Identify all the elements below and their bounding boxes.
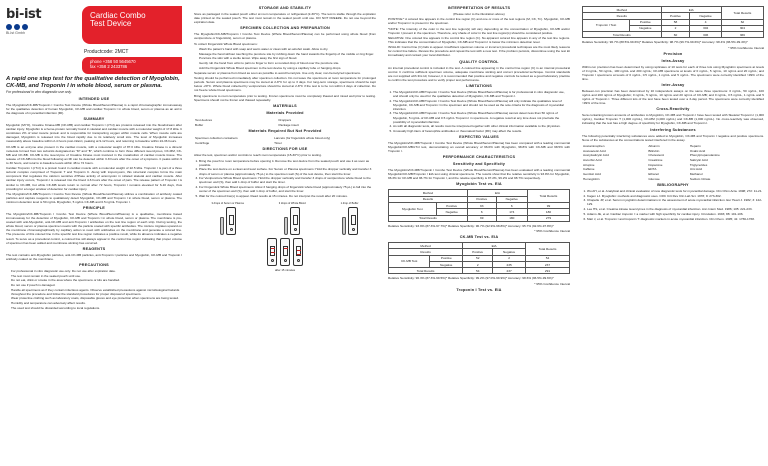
summary-text-3: Cardiac Troponin I (cTnI) is a protein found in cardiac muscle with a molecular weight of 22.5 kDa. Troponin I is part of a three subunit complex comprised of Troponin T and Troponin C. Along with tropomyosin, this structural complex forms the main component that regulates the calcium sensitive ATPase activity of actomyosin in striated skeletal and cardiac muscle. After cardiac injury occurs, Troponin I is released into the blood 4-6 hours after the onset of pain. The release pattern of Troponin I is similar to CK-MB, but while CK-MB levels return to normal after 72 hours, Troponin I remains elevated for 6-10 days, thus providing for a longer window of detection for cardiac injury. (6, 166, 182, 191)
list-item: • Wear protective clothing such as laboratory coats, disposable gloves and eye protection when specimens are being tested. (11, 296, 182, 300)
table-header: Positive (467, 196, 496, 202)
substance: Hemoglobin (583, 176, 600, 181)
fax: fax +358 2 2433786 (90, 64, 128, 70)
bibliography-title: BIBLIOGRAPHY (657, 183, 689, 188)
table-cell: 237 (526, 261, 570, 267)
material-item: Lancets (for fingerstick whole blood only) (274, 136, 331, 141)
summary-text-2: CK-MB is an enzyme also present in the cardiac muscle, with a molecular weight of 87.0 kDa. Creatine Kinase is a dimeric molecule formed from two subunits designated as "M" and "B", which combine to form three different isoenzymes, CK-MM, CK-MB and CK-BB. CK-MB is the isoenzyme of Creatine Kinase most involved in the metabolism of cardiac muscle tissue. The release of CK-MB into the blood following an MI can be detected within 3-8 hours after the onset of symptoms. It peaks within 9 to 30 hours, and returns to baseline levels within 48 to 72 hours. (6, 144, 182, 165)
substance: Gentisic Acid (583, 172, 601, 177)
list-item: • Do not eat, drink or smoke in the area where the specimens or kits are handled. (11, 278, 182, 282)
reagents-title: REAGENTS (82, 246, 106, 251)
figure-label: 3 drops of Whole Blood (278, 202, 306, 206)
summary-text-4: The Myoglobin/CK-MB/Troponin I Combo Test Device (Whole Blood/Serum/Plasma) utilizes a combination of antibody coated particles and capture reagents to qualitatively detect Myoglobin, CK-MB and Troponin I in whole blood, serum or plasma. The minimum detection level is 50 ng/mL Myoglobin, 5 ng/mL CK-MB and 0.5 ng/mL Troponin I. (6, 191, 182, 204)
banner-title-line2: Test Device (90, 19, 132, 29)
list-item: • The used test should be discarded according to local regulations. (11, 306, 182, 310)
table-header: Positive (463, 249, 493, 255)
material-item: Centrifuge (195, 141, 210, 146)
list-item: 5. Adams JE, et al. Cardiac troponin I: a marker with high specificity for cardiac injury. Circulation. 1993; 88: 101-106. (587, 212, 764, 216)
substance: Sodium Citrate (689, 176, 711, 181)
interpretation-title: INTERPRETATION OF RESULTS (447, 6, 511, 10)
result-cassette-icon (293, 238, 303, 266)
headline: A rapid one step test for the qualitative detection of Myoglobin, CK-MB, and Troponin I in whole blood, serum or plasma. (6, 76, 180, 89)
figure-serum (211, 202, 243, 234)
materials-provided-table (194, 118, 376, 127)
result-cassette-icon (267, 238, 277, 266)
ci-note: * 95% Confidence Interval (534, 229, 570, 234)
table-header: Negative (493, 249, 526, 255)
table-row (389, 268, 570, 274)
intra-text: Within-run precision has been determined by using replicates of 10 tests for each of three lots using Myoglobin specimens at levels of 0 ng/mL, 50 ng/mL, 100 ng/mL and 200 ng/mL; CK-MB specimens at levels of 0 ng/mL, 5 ng/mL, 10 ng/mL and 20 ng/mL; and Troponin I specimens at levels of 0 ng/mL, 0.5 ng/mL, 1 ng/mL and 5 ng/mL. The specimens were correctly identified >99% of the time. (582, 64, 764, 81)
list-item: 2. The Myoglobin/CK-MB/Troponin I Combo Test Device (Whole Blood/Serum/Plasma) will only indicate the qualitative level of Myoglobin, CK-MB and Troponin I in the specimen and should not be used as the sole criteria for the diagnosis of myocardial infarction. (393, 99, 570, 111)
material-item: Test devices (195, 118, 213, 123)
table-header: EIA (463, 243, 526, 249)
table-cell: 304 (721, 25, 763, 31)
table-cell: 60 (661, 32, 690, 38)
table-header: Results (389, 196, 468, 202)
material-item: Package insert (278, 122, 299, 127)
collection-text-3: Separate serum or plasma from blood as soon as possible to avoid hemolysis. Use only clear, non-hemolyzed specimens. (194, 70, 361, 75)
table-cell: 54 (463, 268, 493, 274)
timer-label: after 15 minutes (274, 267, 296, 272)
performance-title: PERFORMANCE CHARACTERISTICS (442, 155, 516, 160)
table-cell: Positive (436, 203, 467, 209)
banner-title-line1: Cardiac Combo (90, 11, 146, 20)
storage-title: STORAGE AND STABILITY (258, 6, 312, 10)
table-header: Total Results (526, 243, 570, 256)
table-cell: 58 (661, 19, 690, 25)
table-header: Positive (661, 13, 690, 19)
table-cell: Myoglobin Test (389, 203, 437, 216)
table-header: Total Results (527, 190, 569, 203)
substance: Dopamine (648, 162, 663, 167)
list-item: • Massage the hand without touching the puncture site by rubbing down the hand towards the fingertip of the middle or ring finger. (199, 52, 376, 56)
table-cell: 6 (467, 209, 496, 215)
figure-label: 1 drop of Buffer (340, 202, 359, 206)
intra-title: Intra-Assay (661, 58, 685, 63)
table-header: Results (583, 13, 662, 19)
ci-note: * 95% Confidence Interval (534, 281, 570, 286)
list-item: 4. Lee HS, et al. Creatine kinase isoenzymes in the diagnosis of myocardial infarction. Ann Intern Med. 1986; 105: 221-233. (587, 207, 764, 211)
table-header: Total Results (721, 7, 763, 20)
figure-buffer (341, 202, 359, 234)
table-cell: Positive (430, 255, 463, 261)
intended-use-text: The Myoglobin/CK-MB/Troponin I Combo Test Device (Whole Blood/Serum/Plasma) is a rapid chromatographic immunoassay for the qualitative detection of human Myoglobin, CK-MB and cardiac Troponin I in whole blood, serum or plasma as an aid in the diagnosis of myocardial infarction (MI). (6, 102, 182, 115)
ckmb-table (388, 242, 570, 274)
list-item: • For professional in vitro diagnostic use only. Do not use after expiration date. (11, 269, 182, 273)
column-1 (6, 4, 182, 462)
list-item: • Handle all specimens as if they contain infectious agents. Observe established precautions against microbiological hazards throughout the procedure and follow the standard procedures for proper disposal of specimens. (11, 288, 182, 296)
directions-title: DIRECTIONS FOR USE (262, 147, 308, 152)
substance: Phenylpropanolamine (689, 153, 720, 158)
logo-dots-icon (6, 24, 76, 30)
substance: Triglycerides (689, 162, 708, 167)
substance: Uric Acid (689, 167, 703, 172)
positive-text: POSITIVE:* A colored line appears in the control line region (C) and one or more of the test regions (M, CK, Tn). Myoglobin, CK-MB and/or Troponin I is present in the specimen. (388, 17, 570, 26)
negative-text: NEGATIVE: One colored line appears in the control line region (C). No apparent colored line appears in any of the test line regions. This indicates that the concentration of Myoglobin, CK-MB and Troponin I is below the minimum detection level. (388, 35, 570, 45)
list-item: 1. Wu AH, et al. Analytical and clinical evaluation of new diagnostic tests for myocardial damage. Clin Chim Acta. 1998; 272: 11-21. (587, 189, 764, 193)
list-item: 4. As with all diagnostic tests, all results must be interpreted together with other clinical information available to the physician. (393, 124, 570, 128)
result-cassette-icon (280, 238, 290, 266)
substance: Ascorbic Acid (583, 158, 602, 162)
table-cell: 54 (526, 255, 570, 261)
table-cell: Positive (630, 19, 661, 25)
table-cell: Troponin I Test (583, 19, 630, 32)
substance: Heparin (689, 143, 701, 148)
logo-sub: Bi-Ist Gmbh (6, 31, 25, 36)
list-item: 6. Mair J, et al. Troponin I and troponin T: diagnostic markers in acute myocardial infarction. Clin Chem. 1995; 41: 1766-1768. (587, 217, 764, 221)
inter-text: Between-run precision has been determined by 10 independent assays on the same three specimens: 0 ng/mL, 50 ng/mL, 100 ng/mL and 200 ng/mL of Myoglobin; 0 ng/mL, 5 ng/mL, 10 ng/mL and 20 ng/mL of CK-MB; and 0 ng/mL, 0.5 ng/mL, 1 ng/mL and 5 ng/mL of Troponin I. Three different lots of the test have been tested over a 3-day period. The specimens were correctly identified >99% of the time. (582, 88, 764, 106)
table-cell: 62 (721, 19, 763, 25)
table-cell: Total Results (389, 268, 463, 274)
subhead: For professional in vitro diagnostic use only. (6, 90, 72, 95)
table-cell: 235 (493, 261, 526, 267)
column-2 (194, 4, 376, 462)
list-item: 1. The Myoglobin/CK-MB/Troponin I Combo Test Device (Whole Blood/Serum/Plasma) is for professional in vitro diagnostic use, and should only be used for the qualitative detection of Myoglobin, CK-MB and Troponin I. (393, 90, 570, 98)
principle-text: The Myoglobin/CK-MB/Troponin I Combo Test Device (Whole Blood/Serum/Plasma) is a qualitative, membrane based immunoassay for the detection of Myoglobin, CK-MB and Troponin I in whole blood, serum or plasma. The membrane is pre-coated with anti-Myoglobin, anti-CK-MB and anti-Troponin I antibodies on the test line region of each strip. During testing, the whole blood, serum or plasma specimen reacts with the particle coated with specific antibodies. The mixture migrates upward on the membrane chromatographically by capillary action to react with antibodies on the membrane and generate a colored line. The presence of this colored line in the specific test line region indicates a positive result, while its absence indicates a negative result. To serve as a procedural control, a colored line will always appear in the control line region indicating that proper volume of specimen has been added and membrane wicking has occurred. (6, 212, 182, 245)
expected-title: EXPECTED VALUES (459, 135, 499, 139)
summary-title: SUMMARY (83, 117, 105, 122)
table-cell: Negative (436, 209, 467, 215)
fingerstick-list (199, 47, 376, 70)
table-cell: Total Results (389, 215, 468, 221)
substance: Oxalic Acid (689, 148, 706, 153)
directions-intro: Allow the test, specimen and/or controls to reach room temperature (15-30°C) prior to testing. (194, 153, 322, 158)
cross-title: Cross-Reactivity (656, 107, 690, 112)
invalid-text: INVALID: Control line (C) fails to appear. Insufficient specimen volume or incorrect procedural techniques are the most likely reasons for control line failure. Review the procedure and repeat the test with a new test. If the problem persists, discontinue using the test kit immediately and contact your local distributor. (388, 45, 570, 58)
list-item: 3. The Myoglobin/CK-MB/Troponin I Combo Test Device (Whole Blood/Serum/Plasma) cannot detect less than 50 ng/mL of Myoglobin, 5 ng/mL of CK-MB and 0.5 ng/mL Troponin I in specimens. A negative result at any time does not preclude the possibility of myocardial infarction. (393, 111, 570, 123)
substance: Acetaminophen (583, 143, 605, 148)
substance: Ethanol (648, 172, 659, 177)
product-code: Productcode: 2MCT (84, 49, 129, 55)
figure-label: 3 drops of Serum or Plasma (211, 202, 244, 206)
substance: Glucose (648, 176, 660, 181)
table-cell: 180 (496, 215, 527, 221)
column-4 (582, 4, 764, 462)
materials-title: MATERIALS (273, 103, 297, 108)
table-header: Method (389, 243, 463, 249)
ck-table-title: CK-MB Test vs. EIA (459, 235, 499, 240)
collection-text-5: Bring specimens to room temperature prior to testing. Frozen specimens must be completely thawed and mixed well prior to testing. Specimens should not be frozen and thawed repeatedly. (194, 93, 376, 102)
table-cell: Negative (430, 261, 463, 267)
interpretation-subtitle: (Please refer to the illustration above) (453, 12, 505, 16)
material-item: Buffer (195, 122, 204, 127)
list-item: 4. For Fingerstick Whole Blood specimens: Allow 3 hanging drops of fingerstick whole blood (approximately 75 µL) to fall into the center of the specimen well (S), then add 1 drop of buffer, and start the timer. (199, 185, 376, 193)
list-item: 5. Wait for the colored line(s) to appear. Read results at 15 minutes. Do not interpret the result after 20 minutes. (199, 194, 376, 198)
qc-text: An internal procedural control is included in the test. A colored line appearing in the control line region (C) is an internal procedural control. It confirms sufficient specimen volume, adequate membrane wicking and correct procedural technique. Control standards are not supplied with this kit; however, it is recommended that positive and negative controls be tested as a good laboratory practice to confirm the test procedure and to verify proper test performance. (388, 65, 570, 82)
principle-title: PRINCIPLE (82, 206, 106, 211)
list-item: • Add the Fingerstick Whole Blood specimen to the test device by using a capillary tube or hanging drops. (199, 66, 376, 70)
limitations-list (393, 90, 570, 133)
table-cell: 237 (493, 268, 526, 274)
substance: Salicylic Acid (689, 158, 708, 162)
table-cell: 2 (463, 261, 493, 267)
table-cell: 2 (493, 255, 526, 261)
logo-name: bi-ist (6, 7, 42, 22)
table-cell: 366 (721, 32, 763, 38)
substance: Acetoacetic Acid (583, 148, 606, 153)
limitations-title: LIMITATIONS (466, 83, 492, 88)
procedure-figure (194, 201, 376, 235)
list-item: • Do not use if pouch is damaged. (11, 283, 182, 287)
table-header: Results (389, 249, 463, 255)
list-item: 5. Unusually high titers of heterophile antibodies or rheumatoid factor (RF) may affect the results. (393, 129, 570, 133)
material-item: Specimen collection containers (195, 136, 238, 141)
substance: Creatinine (648, 158, 663, 162)
list-item: • Humidity and temperature can adversely affect results. (11, 301, 182, 305)
table-cell: 306 (690, 32, 721, 38)
list-item: 3. For Venipuncture Whole Blood specimens: Hold the dropper vertically and transfer 3 drops of venipuncture whole blood to the specimen well (S), then add 1 drop of buffer and start the timer. (199, 176, 376, 184)
list-item: 2. Kagen LJ. Myoglobin: methods and diagnostic uses. CRC Crit Rev Clin Lab Sci. 1978; 9: 273-302. (587, 194, 764, 198)
table-cell: 99 (527, 203, 569, 209)
test-cassette-icon (348, 207, 358, 235)
contact-box (82, 57, 182, 74)
myo-table-title: Myoglobin Test vs. EIA (456, 182, 502, 187)
test-cassette-icon (226, 207, 236, 235)
intended-use-title: INTENDED USE (78, 96, 110, 101)
table-cell: CK-MB Test (389, 255, 430, 268)
material-item: Timer (274, 141, 282, 146)
table-header: Method (583, 7, 662, 13)
sensitivity-title: Sensitivity and Specificity (452, 162, 506, 167)
table-header: EIA (661, 7, 721, 13)
summary-text-1: Myoglobin (MYO), Creatine Kinase-MB (CK-MB) and cardiac Troponin I (cTnI) are proteins released into the bloodstream after cardiac injury. Myoglobin is a heme-protein normally found in skeletal and cardiac muscle with a molecular weight of 17.8 kDa. It constitutes 2% of total muscle protein and is responsible for transporting oxygen within muscle cells. When muscle cells are damaged, Myoglobin is released into the blood rapidly due to its relatively small size. The level of Myoglobin increases measurably above baseline within 2-4 hours post-infarct, peaking at 9-12 hours, and returning to baseline within 24-36 hours. (6, 123, 182, 144)
troponin-table (582, 6, 764, 38)
list-item: • Puncture the skin with a sterile lancet. Wipe away the first sign of blood. (199, 56, 376, 60)
table-cell: 6 (496, 203, 527, 209)
substance: EDTA (648, 167, 657, 172)
company-logo (6, 6, 76, 36)
table-header: Negative (496, 196, 527, 202)
dropper-icon (284, 217, 288, 235)
positive-note: *NOTE: The intensity of the color in the test line region(s) will vary depending on the concentration of Myoglobin, CK-MB and/or Troponin I present in the specimen. Therefore, any shade of color in the test line region(s) should be considered positive. (388, 26, 570, 35)
table-cell: 52 (463, 255, 493, 261)
table-row (389, 215, 570, 221)
table-cell: 180 (527, 209, 569, 215)
table-cell: 2 (661, 25, 690, 31)
table-row (583, 32, 764, 38)
list-item: 3. Chapelle JP, et al. Serum myoglobin determinations in the assessment of acute myocardial infarction. Eur Heart J. 1982; 3: 122-129. (587, 198, 764, 206)
dropper-icon (342, 217, 346, 235)
list-item: • The test must remain in the sealed pouch until use. (11, 274, 182, 278)
substance: Cholesterol (648, 153, 665, 158)
table-cell: 99 (467, 215, 496, 221)
substance: Acetylsalicylic Acid (583, 153, 609, 158)
precision-title: Precision (663, 51, 683, 56)
substances-table (582, 144, 764, 181)
substance: Atropine (583, 162, 595, 167)
substance: Albumin (648, 143, 660, 148)
myo-stats: Relative Sensitivity: 93.9% (87.3%-97.7%)* Relative Specificity: 96.7% (92.9%-98.8%)* Accuracy: 95.7% (92.6%-97.8%)* (388, 223, 554, 228)
table-cell: 174 (496, 209, 527, 215)
precautions-title: PRECAUTIONS (79, 262, 109, 267)
inter-title: Inter-Assay (661, 82, 685, 87)
collection-text-2: To collect Fingerstick Whole Blood specimens: (194, 41, 258, 46)
table-cell: Negative (630, 25, 661, 31)
precautions-list (11, 269, 182, 310)
materials-required-table (194, 136, 376, 145)
interf-title: Interfering Substances (650, 127, 696, 132)
tn-table-title: Troponin I Test vs. EIA (456, 287, 502, 292)
table-header: EIA (467, 190, 527, 196)
list-item: 1. Bring the pouch to room temperature before opening it. Remove the test device from the sealed pouch and use it as soon as possible. (199, 159, 376, 167)
bibliography-list (587, 189, 764, 221)
tn-stats: Relative Sensitivity: 96.7% (88.5%-99.6%)* Relative Specificity: 98.7% (96.7%-99.6%)* Accuracy: 98.4% (96.5%-99.4%)* (582, 40, 748, 45)
table-cell: 302 (690, 25, 721, 31)
directions-list (199, 159, 376, 198)
cross-text: Sera containing known amounts of antibodies to Myoglobin, CK-MB and Troponin I have been tested with Skeletal Troponin I (1,000 ng/mL), Cardiac Troponin T (1,000 ng/mL), CK-MM (1,000 ng/mL) and CK-BB (1,000 ng/mL). No cross-reactivity was observed, indicating that the test has a high degree of specificity for Myoglobin, CK-MB and Troponin I. (582, 113, 764, 126)
result-strip (194, 238, 376, 266)
substance: Caffeine (583, 167, 595, 172)
substance: Bilirubin (648, 148, 660, 153)
test-cassette-icon (290, 207, 300, 235)
collection-title: SPECIMEN COLLECTION AND PREPARATION (240, 26, 330, 31)
figure-whole-blood (279, 202, 306, 234)
material-item: Droppers (278, 118, 292, 123)
table-header: Negative (690, 13, 721, 19)
materials-provided-title: Materials Provided (266, 110, 304, 115)
storage-text: Store as packaged in the sealed pouch either at room temperature or refrigerated (2-30°C). The test is stable through the expiration date printed on the sealed pouch. The test must remain in the sealed pouch until use. DO NOT FREEZE. Do not use beyond the expiration date. (194, 12, 376, 25)
header (6, 4, 182, 74)
ck-stats: Relative Sensitivity: 96.3% (87.3%-99.5%)* Relative Specificity: 99.2% (97.0%-99.9%)* Accuracy: 98.6% (96.5%-99.6%)* (388, 276, 554, 281)
substance: Methanol (689, 172, 703, 177)
dropper-icon (220, 217, 224, 235)
collection-text-4: Testing should be performed immediately after specimen collection. Do not leave the specimens at room temperature for prolonged periods. Serum and plasma specimens may be stored at 2-8°C for up to 3 days. For long-term storage, specimens should be kept below -20°C. Whole blood collected by venipuncture should be stored at 2-8°C if the test is to be run within 2 days of collection. Do not freeze whole blood specimens. (194, 76, 376, 93)
phone: phone +358 50 5645670 (90, 59, 136, 64)
product-banner (82, 6, 182, 44)
table-cell: 4 (690, 19, 721, 25)
expected-text: The Myoglobin/CK-MB/Troponin I Combo Test Device (Whole Blood/Serum/Plasma) has been compared with a leading commercial Myoglobin/CK-MB/cTnI test, demonstrating an overall accuracy of 96.0% with Myoglobin, 98.8% with CK-MB and 98.5% with Troponin I. (388, 141, 570, 154)
materials-required-title: Materials Required But Not Provided (248, 129, 322, 134)
reagents-text: The test contains anti-Myoglobin particles, anti-CK-MB particles, anti-Troponin I particles and Myoglobin, CK-MB and Troponin I antibody coated on the membrane. (6, 252, 182, 261)
interf-text: The following potentially interfering substances were added to Myoglobin, CK-MB and Troponin I negative and positive specimens. None of the substances at the concentrations tested interfered in the assay. (582, 133, 764, 142)
table-cell: 93 (467, 203, 496, 209)
myoglobin-table (388, 189, 570, 221)
ci-note: * 95% Confidence Interval (728, 45, 764, 50)
list-item: • Wash the patient's hand with soap and warm water or clean with an alcohol swab. Allow to dry. (199, 47, 376, 51)
table-cell: 279 (527, 215, 569, 221)
sensitivity-text: The Myoglobin/CK-MB/Troponin I Combo Test Device (Whole Blood/Serum/Plasma) has been evaluated with a leading commercial Myoglobin/CK-MB/Troponin I EIA test using clinical specimens. The results show that the relative sensitivity is 93.9% for Myoglobin, 96.3% for CK-MB and 96.7% for Troponin I, and the relative specificity is 97.2%, 99.2% and 98.7% respectively. (388, 168, 570, 181)
list-item: • Gently rub the hand from wrist to palm to finger to form a rounded drop of blood over the puncture site. (199, 61, 376, 65)
column-3 (388, 4, 570, 462)
collection-text-1: The Myoglobin/CK-MB/Troponin I Combo Test Device (Whole Blood/Serum/Plasma) can be performed using whole blood (from venipuncture or fingerstick), serum or plasma. (194, 32, 376, 41)
table-cell: Total Results (583, 32, 662, 38)
qc-title: QUALITY CONTROL (459, 59, 499, 64)
list-item: 2. Place the test device on a clean and level surface. For Serum or Plasma specimens: Hold the dropper vertically and transfer 3 drops of serum or plasma (approximately 75 µL) to the specimen well (S) of the test device, then start the timer. (199, 167, 376, 175)
table-cell: 291 (526, 268, 570, 274)
table-header: Method (389, 190, 468, 196)
